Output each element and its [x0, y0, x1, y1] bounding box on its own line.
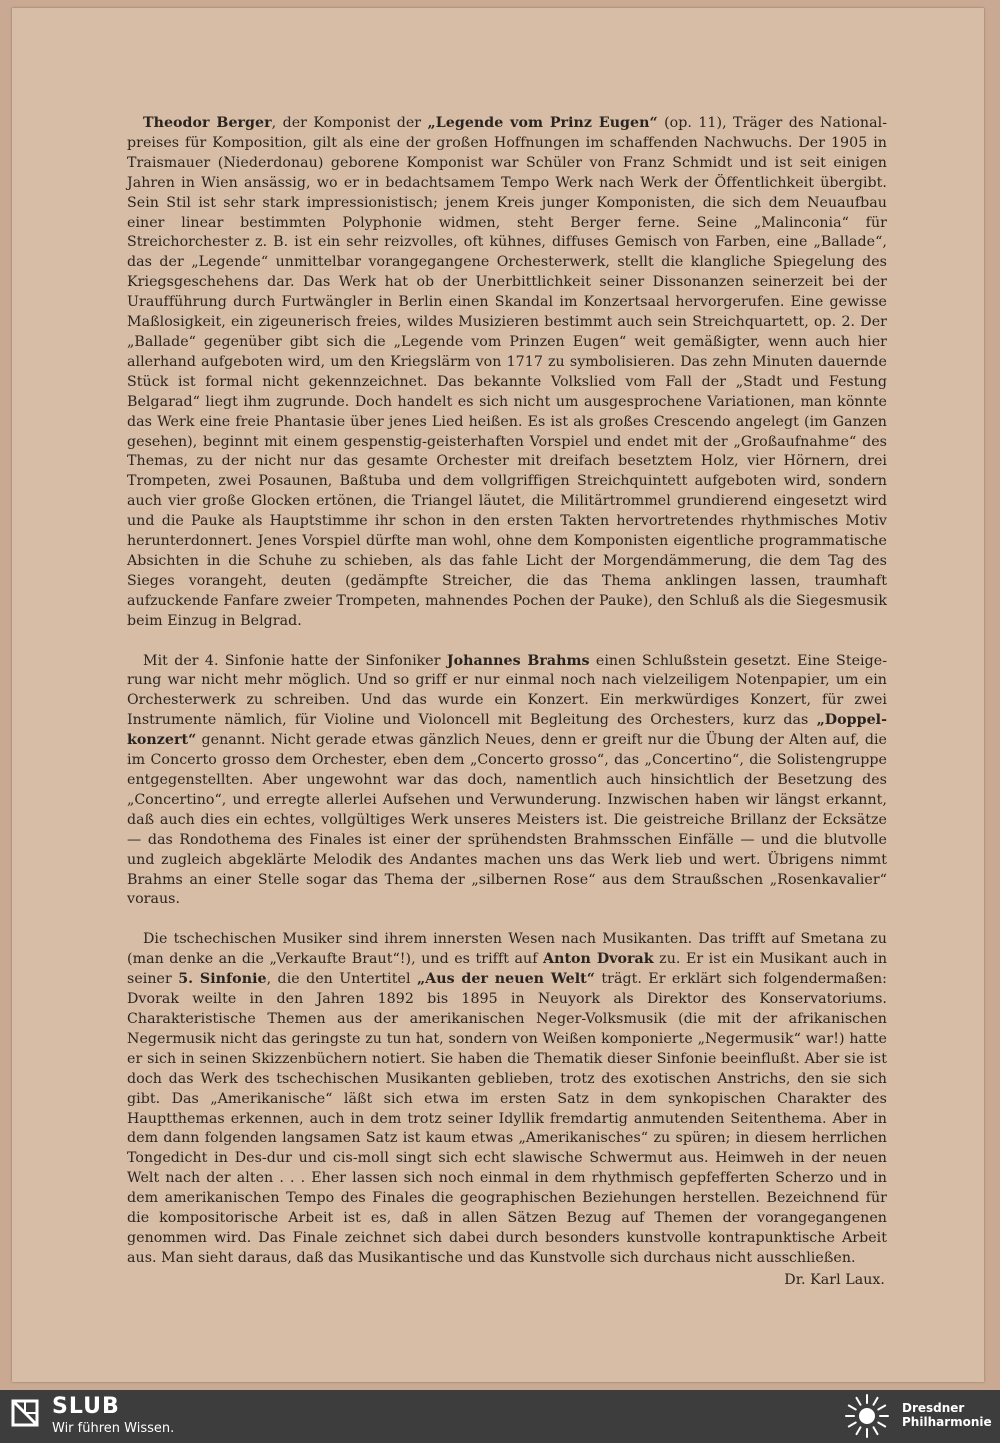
paragraph-berger: Theodor Berger, der Komponist der „Legende vom Prinz Eugen“ (op. 11), Träger des Nationalpreises für Komposition, gilt als eine der großen Hoffnungen im schaffenden Nachwuchs. Der 1905 in Traismauer (Niederdonau) geborene Komponist war Schüler von Franz Schmidt und ist seit einigen Jahren in Wien ansässig, wo er in bedachtsamem Tempo Werk nach Werk der Öffentlichkeit übergibt. Sein Stil ist sehr stark impressionistisch; jenem Kreis junger Komponisten, die sich dem Neuaufbau einer linear bestimmten Polyphonie widmen, steht Berger ferne. Seine „Malinconia“ für Streichorchester z. B. ist ein sehr reizvolles, oft kühnes, diffuses Gemisch von Farben, eine „Ballade“, das der „Legende“ unmittelbar vorangegangene Orchesterwerk, stellt die klangliche Spiegelung des Kriegsgeschehens dar. Das Werk hat ob der Unerbittlichkeit seiner Dissonanzen seinerzeit bei der Uraufführung durch Furtwängler in Berlin einen Skandal im Konzertsaal hervorgerufen. Eine gewisse Maßlosigkeit, ein zigeunerisch freies, wildes Musizieren bestimmt auch sein Streichquartett, op. 2. Der „Ballade“ gegenüber gibt sich die „Legende vom Prinzen Eugen“ weit gemäßigter, wenn auch hier allerhand aufgeboten wird, um den Kriegslärm von 1717 zu symbolisieren. Das zehn Minuten dauernde Stück ist formal nicht gekennzeichnet. Das bekannte Volkslied vom Fall der „Stadt und Festung Belgarad“ liegt ihm zugrunde. Doch handelt es sich nicht um ausgesprochene Variationen, man könnte das Werk eine freie Phantasie über jenes Lied heißen. Es ist als großes Crescendo angelegt (im Ganzen gesehen), beginnt mit einem gespenstig-geisterhaften Vorspiel und endet mit der „Großaufnahme“ des Themas, zu der nicht nur das gesamte Orchester mit dreifach besetztem Holz, vier Hörnern, drei Trompeten, zwei Posaunen, Baßtuba und dem vollgriffigen Streichquintett aufgeboten wird, sondern auch vier große Glocken ertönen, die Triangel läutet, die Militärtrommel grundierend eingesetzt wird und die Pauke als Hauptstimme ihr schon in den ersten Takten hervortretendes rhythmisches Motiv herunterdonnert. Jenes Vorspiel dürfte man wohl, ohne dem Komponisten eigentliche programmatische Absichten in die Schuhe zu schieben, als das fahle Licht der Morgendämmerung, die dem Tag des Sieges vorangeht, deuten (gedämpfte Streicher, die das Thema anklingen lassen, traumhaft aufzuckende Fanfare zweier Trompeten, mahnendes Pochen der Pauke), den Schluß als die Siegesmusik beim Einzug in Belgrad. — [127, 115, 888, 629]
philharmonie-name-line2: Philharmonie — [902, 1415, 992, 1429]
slub-tagline: Wir führen Wissen. — [52, 1421, 175, 1436]
author-signature: Dr. Karl Laux. — [784, 1271, 885, 1288]
philharmonie-logo-icon — [842, 1392, 892, 1440]
philharmonie-name — [902, 1401, 992, 1429]
philharmonie-name-line1: Dresdner — [902, 1401, 965, 1415]
paragraph-brahms: Mit der 4. Sinfonie hatte der Sinfoniker Johannes Brahms einen Schlußstein gesetzt. Eine Steigerung war nicht mehr möglich. Und so griff er nur einmal noch nach vielzeiligem Notenpapier, um ein Orchesterwerk zu schreiben. Und das wurde ein Konzert. Ein merkwürdiges Konzert, für zwei Instrumente nämlich, für Violine und Violoncell mit Begleitung des Orchesters, kurz das „Doppelkonzert“ genannt. Nicht gerade etwas gänzlich Neues, denn er greift nur die Übung der Alten auf, die im Concerto grosso dem Orchester, eben dem „Concerto grosso“, das „Concertino“, die Solistengruppe entgegenstellten. Aber ungewohnt war das doch, namentlich auch hinsichtlich der Besetzung des „Concertino“, und erregte allerlei Aufsehen und Verwunderung. Inzwischen haben wir längst erkannt, daß auch dies ein echtes, vollgültiges Werk unseres Meisters ist. Die geistreiche Brillanz der Ecksätze — das Rondothema des Finales ist einer der sprühendsten Brahmsschen Einfälle — und die blutvolle und zugleich abgeklärte Melodik des Andantes machen uns das Werk lieb und wert. Übrigens nimmt Brahms an einer Stelle sogar das Thema der „silbernen Rose“ aus dem Straußschen „Rosenkavalier“ voraus. — [127, 652, 887, 908]
footer-bar — [0, 1390, 1000, 1443]
paragraph-dvorak: Die tschechischen Musiker sind ihrem innersten Wesen nach Musikanten. Das trifft auf Smetana zu (man denke an die „Verkaufte Braut“!), und es trifft auf Anton Dvorak zu. Er ist ein Musikant auch in seiner 5. Sinfonie, die den Untertitel „Aus der neuen Welt“ trägt. Er erklärt sich folgendermaßen: Dvorak weilte in den Jahren 1892 bis 1895 in Neuyork als Direktor des Konservatoriums. Charakteristische Themen aus der amerikanischen Neger-Volksmusik (die mit der afrikanischen Negermusik nicht das geringste zu tun hat, sondern von Weißen komponierte „Negermusik“ war!) hatte er sich in seinen Skizzenbüchern notiert. Sie haben die Thematik dieser Sinfonie beeinflußt. Aber sie ist doch das Werk des tschechischen Musikanten geblieben, trotz des exotischen Anstrichs, den sie sich gibt. Das „Amerikanische“ läßt sich etwa im ersten Satz in dem synkopischen Charakter des Hauptthemas erkennen, auch in dem trotz seiner Idyllik fremdartig anmutenden Seitenthema. Aber in dem dann folgenden langsamen Satz ist kaum etwas „Amerikanisches“ zu spüren; in diesem herrlichen Tongedicht in Des-dur und cis-moll singt sich echt slawische Schwermut aus. Heimweh in der neuen Welt nach der alten . . . Eher lassen sich noch einmal in dem rhythmisch gepfefferten Scherzo und in dem amerikanischen Tempo des Finales die geographischen Beziehungen herstellen. Bezeichnend für die kompositorische Arbeit ist es, daß in allen Sätzen Bezug auf Themen der vorangegangenen genommen wird. Das Finale zeichnet sich dabei durch besonders kunstvolle kontrapunktische Arbeit aus. Man sieht daraus, daß das Musikantische und das Kunstvolle sich durchaus nicht ausschließen. — [127, 931, 888, 1266]
slub-logo-icon — [10, 1398, 40, 1428]
article-body — [127, 114, 887, 1291]
slub-name: SLUB — [52, 1394, 120, 1419]
